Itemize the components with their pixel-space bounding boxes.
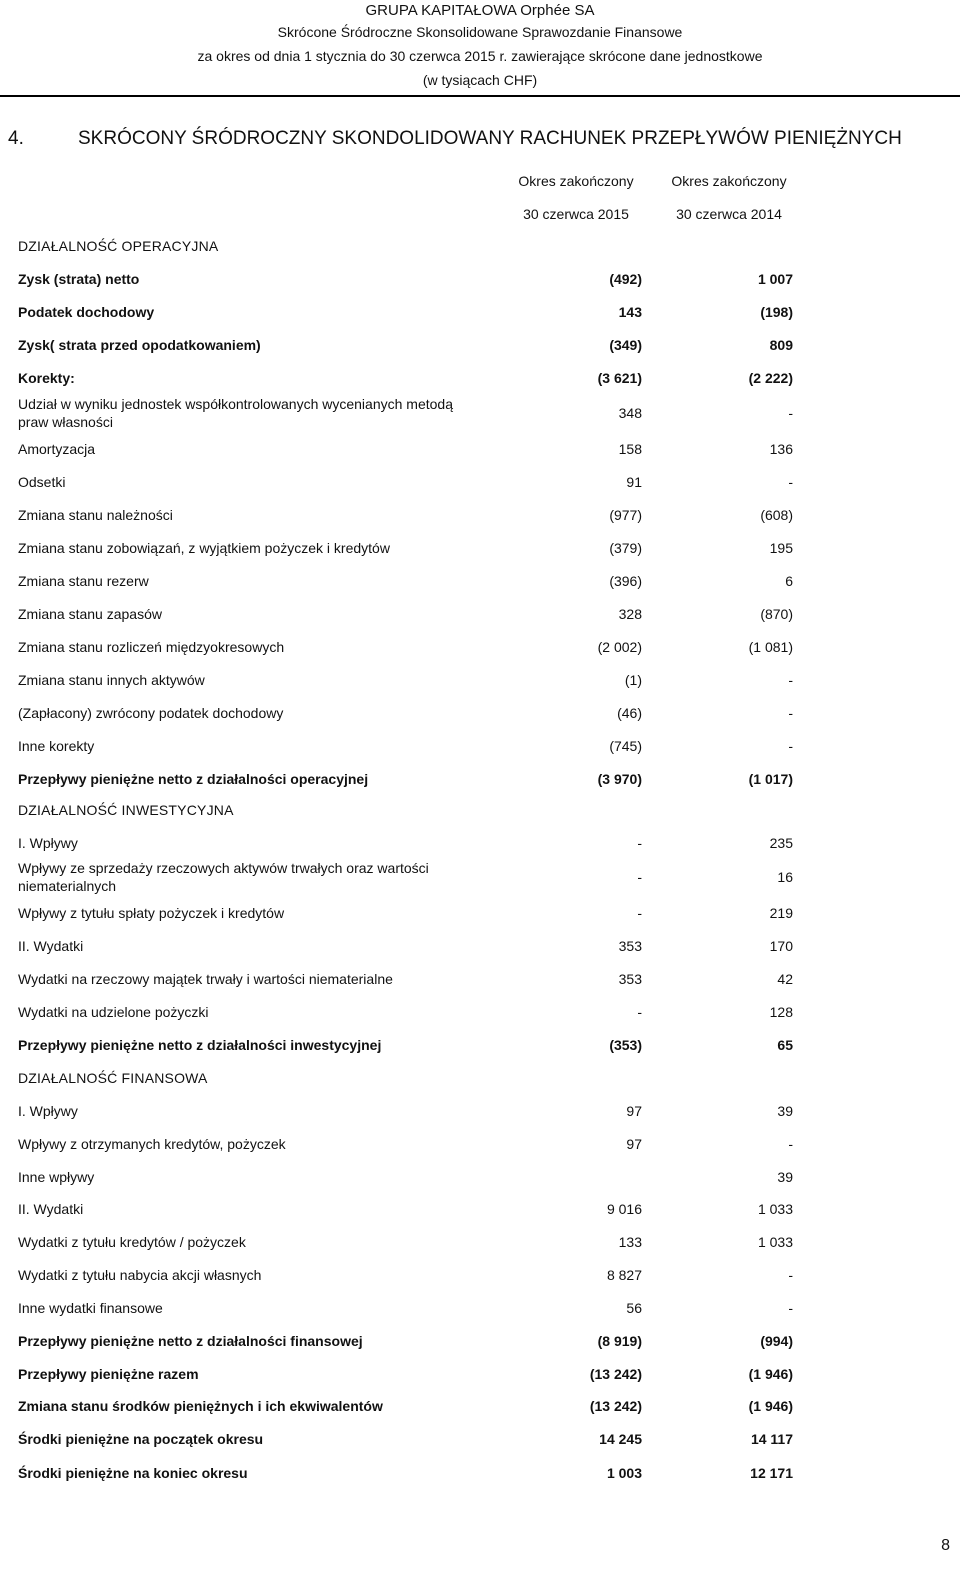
table-row	[0, 638, 960, 660]
value-2014: (2 222)	[748, 370, 793, 386]
table-row	[0, 770, 960, 792]
value-2015: 143	[618, 304, 642, 320]
report-period: za okres od dnia 1 stycznia do 30 czerwca 2015 r. zawierające skrócone dane jednostkowe	[197, 48, 763, 64]
table-row	[0, 1036, 960, 1058]
value-2015: (1)	[624, 672, 642, 688]
section-title-text: SKRÓCONY ŚRÓDROCZNY SKONDOLIDOWANY RACHUNEK PRZEPŁYWÓW PIENIĘŻNYCH	[78, 128, 902, 149]
value-2014: 39	[777, 1103, 793, 1119]
value-2014: 12 171	[750, 1465, 793, 1481]
row-label: Wydatki na udzielone pożyczki	[18, 1004, 209, 1020]
value-2015: 353	[618, 938, 642, 954]
value-2015: (977)	[609, 507, 642, 523]
row-label: Zmiana stanu zapasów	[18, 606, 162, 622]
value-2014: -	[788, 672, 793, 688]
value-2015: -	[637, 905, 642, 921]
value-2014: 128	[769, 1004, 793, 1020]
report-title: Skrócone Śródroczne Skonsolidowane Sprawozdanie Finansowe	[277, 24, 683, 40]
value-2014: -	[788, 1136, 793, 1152]
value-2015: (492)	[609, 271, 642, 287]
value-2015: (13 242)	[589, 1366, 642, 1382]
value-2014: 42	[777, 971, 793, 987]
value-2014: 1 033	[757, 1234, 793, 1250]
row-label: Przepływy pieniężne netto z działalności inwestycyjnej	[18, 1037, 382, 1053]
column-header-2015-line1: Okres zakończony	[518, 173, 634, 189]
table-row	[0, 1003, 960, 1025]
table-row	[0, 1397, 960, 1419]
table-row	[0, 539, 960, 561]
value-2015: 91	[626, 474, 642, 490]
row-label: Zmiana stanu rezerw	[18, 573, 149, 589]
section-number: 4.	[8, 128, 24, 149]
table-row	[0, 834, 960, 856]
page-header	[0, 0, 960, 94]
value-2015: (349)	[609, 337, 642, 353]
row-label: Środki pieniężne na początek okresu	[18, 1431, 264, 1447]
row-label: Wpływy ze sprzedaży rzeczowych aktywów trwałych oraz wartości niematerialnych	[18, 860, 429, 894]
value-2014: 16	[777, 869, 793, 885]
table-row	[0, 369, 960, 391]
value-2014: (1 081)	[748, 639, 793, 655]
value-2015: 353	[618, 971, 642, 987]
table-row	[0, 1299, 960, 1321]
table-row	[0, 1266, 960, 1288]
row-label: Podatek dochodowy	[18, 304, 155, 320]
table-row	[0, 605, 960, 627]
table-row	[0, 1464, 960, 1486]
value-2015: 1 003	[606, 1465, 642, 1481]
row-label: Inne korekty	[18, 738, 95, 754]
table-row	[0, 506, 960, 528]
row-label: Odsetki	[18, 474, 66, 490]
value-2014: -	[788, 1267, 793, 1283]
value-2015: -	[637, 869, 642, 885]
row-label: Zmiana stanu środków pieniężnych i ich ekwiwalentów	[18, 1398, 383, 1414]
table-row	[0, 1365, 960, 1387]
row-label: Wydatki na rzeczowy majątek trwały i wartości niematerialne	[18, 971, 393, 987]
value-2014: 170	[769, 938, 793, 954]
row-label: Wydatki z tytułu nabycia akcji własnych	[18, 1267, 262, 1283]
value-2014: 219	[769, 905, 793, 921]
value-2014: 235	[769, 835, 793, 851]
row-label: I. Wpływy	[18, 1103, 78, 1119]
value-2014: 1 033	[757, 1201, 793, 1217]
table-row	[0, 270, 960, 292]
value-2015: 9 016	[606, 1201, 642, 1217]
row-label: Wpływy z tytułu spłaty pożyczek i kredytów	[18, 905, 285, 921]
value-2014: 195	[769, 540, 793, 556]
value-2014: -	[788, 705, 793, 721]
row-label: Zmiana stanu należności	[18, 507, 173, 523]
table-row	[0, 970, 960, 992]
value-2015: -	[637, 835, 642, 851]
row-label: DZIAŁALNOŚĆ INWESTYCYJNA	[18, 802, 234, 818]
value-2015: 14 245	[599, 1431, 642, 1447]
value-2014: 809	[769, 337, 793, 353]
row-label: Zmiana stanu rozliczeń międzyokresowych	[18, 639, 285, 655]
table-row	[0, 395, 960, 435]
table-row	[0, 859, 960, 899]
value-2015: 158	[618, 441, 642, 457]
column-header-2015-line2: 30 czerwca 2015	[523, 206, 629, 222]
value-2014: -	[788, 738, 793, 754]
row-label: Korekty:	[18, 370, 75, 386]
value-2015: (745)	[609, 738, 642, 754]
value-2014: (1 946)	[748, 1398, 793, 1414]
row-label: Amortyzacja	[18, 441, 96, 457]
table-row	[0, 1168, 960, 1190]
table-row	[0, 303, 960, 325]
table-row	[0, 801, 960, 823]
value-2015: (353)	[609, 1037, 642, 1053]
value-2014: (608)	[760, 507, 793, 523]
header-divider	[0, 95, 960, 97]
value-2015: (8 919)	[597, 1333, 642, 1349]
row-label: Udział w wyniku jednostek współkontrolowanych wycenianych metodą praw własności	[18, 396, 453, 430]
value-2014: (1 946)	[748, 1366, 793, 1382]
row-label: I. Wpływy	[18, 835, 78, 851]
table-row	[0, 937, 960, 959]
row-label: DZIAŁALNOŚĆ FINANSOWA	[18, 1070, 208, 1086]
table-row	[0, 704, 960, 726]
value-2015: (3 970)	[597, 771, 642, 787]
value-2014: 65	[777, 1037, 793, 1053]
row-label: DZIAŁALNOŚĆ OPERACYJNA	[18, 238, 219, 254]
value-2015: 133	[618, 1234, 642, 1250]
value-2015: 348	[618, 405, 642, 421]
value-2014: -	[788, 1300, 793, 1316]
value-2014: (994)	[760, 1333, 793, 1349]
value-2015: (379)	[609, 540, 642, 556]
table-row	[0, 1332, 960, 1354]
section-title	[8, 128, 902, 150]
value-2015: (2 002)	[597, 639, 642, 655]
row-label: II. Wydatki	[18, 1201, 84, 1217]
row-label: Zysk( strata przed opodatkowaniem)	[18, 337, 261, 353]
value-2014: -	[788, 405, 793, 421]
value-2014: 39	[777, 1169, 793, 1185]
company-name: GRUPA KAPITAŁOWA Orphée SA	[365, 2, 595, 19]
value-2015: 56	[626, 1300, 642, 1316]
table-row	[0, 1200, 960, 1222]
table-row	[0, 904, 960, 926]
column-header-2014-line1: Okres zakończony	[671, 173, 787, 189]
value-2015: -	[637, 1004, 642, 1020]
page-number: 8	[941, 1537, 950, 1554]
row-label: Przepływy pieniężne razem	[18, 1366, 199, 1382]
row-label: Wpływy z otrzymanych kredytów, pożyczek	[18, 1136, 286, 1152]
value-2015: (46)	[617, 705, 642, 721]
value-2015: 97	[626, 1136, 642, 1152]
row-label: Zmiana stanu innych aktywów	[18, 672, 205, 688]
table-row	[0, 1069, 960, 1091]
row-label: Przepływy pieniężne netto z działalności finansowej	[18, 1333, 363, 1349]
row-label: Zmiana stanu zobowiązań, z wyjątkiem pożyczek i kredytów	[18, 540, 390, 556]
value-2014: 136	[769, 441, 793, 457]
table-row	[0, 737, 960, 759]
table-row	[0, 1233, 960, 1255]
row-label: (Zapłacony) zwrócony podatek dochodowy	[18, 705, 284, 721]
table-row	[0, 440, 960, 462]
table-row	[0, 671, 960, 693]
value-2014: 6	[785, 573, 793, 589]
table-row	[0, 1135, 960, 1157]
row-label: Inne wydatki finansowe	[18, 1300, 163, 1316]
value-2015: (3 621)	[597, 370, 642, 386]
row-label: Inne wpływy	[18, 1169, 95, 1185]
table-row	[0, 473, 960, 495]
row-label: II. Wydatki	[18, 938, 84, 954]
row-label: Środki pieniężne na koniec okresu	[18, 1465, 248, 1481]
value-2015: 8 827	[606, 1267, 642, 1283]
value-2014: (870)	[760, 606, 793, 622]
row-label: Przepływy pieniężne netto z działalności operacyjnej	[18, 771, 369, 787]
row-label: Wydatki z tytułu kredytów / pożyczek	[18, 1234, 246, 1250]
value-2014: (1 017)	[748, 771, 793, 787]
table-row	[0, 1102, 960, 1124]
table-row	[0, 572, 960, 594]
value-2014: -	[788, 474, 793, 490]
table-row	[0, 237, 960, 259]
value-2014: 1 007	[757, 271, 793, 287]
table-row	[0, 1430, 960, 1452]
value-2015: 328	[618, 606, 642, 622]
value-2015: (396)	[609, 573, 642, 589]
table-row	[0, 336, 960, 358]
value-2014: (198)	[760, 304, 793, 320]
report-currency: (w tysiącach CHF)	[422, 72, 538, 88]
row-label: Zysk (strata) netto	[18, 271, 140, 287]
value-2015: (13 242)	[589, 1398, 642, 1414]
column-header-2014-line2: 30 czerwca 2014	[676, 206, 782, 222]
value-2014: 14 117	[750, 1431, 793, 1447]
value-2015: 97	[626, 1103, 642, 1119]
